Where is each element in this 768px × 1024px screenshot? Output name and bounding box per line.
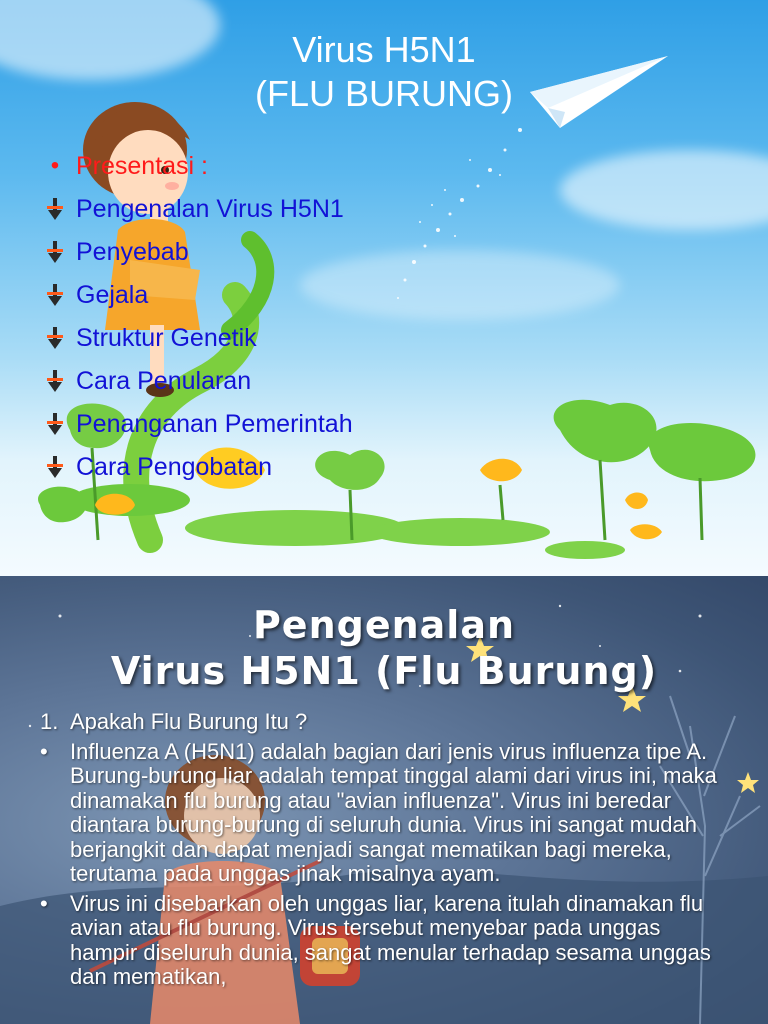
agenda-item-label: Gejala (76, 280, 149, 309)
agenda-item (44, 402, 353, 445)
agenda-item (44, 445, 353, 488)
down-arrow-icon (44, 325, 66, 351)
agenda-item (44, 316, 353, 359)
numbered-item-text: Apakah Flu Burung Itu ? (70, 709, 308, 734)
agenda-heading (44, 144, 353, 187)
agenda-item-label: Cara Pengobatan (76, 452, 272, 481)
agenda-item-label: Penyebab (76, 237, 189, 266)
down-arrow-icon (44, 239, 66, 265)
bullet-dot-icon: • (40, 738, 48, 764)
agenda-item (44, 187, 353, 230)
bullet-paragraph (40, 892, 730, 990)
title-line-2: (FLU BURUNG) (255, 73, 513, 114)
slide-2 (0, 576, 768, 1024)
bullet-paragraph (40, 740, 730, 887)
agenda-list (44, 144, 353, 488)
slide-2-title (0, 602, 768, 694)
slide-1-title (0, 28, 768, 116)
paragraph-text: Virus ini disebarkan oleh unggas liar, karena itulah dinamakan flu avian atau flu burung. Virus tersebut menyebar pada unggas hampir diseluruh dunia, sangat menular terhadap sesama unggas dan mematikan, (70, 890, 711, 989)
bullet-dot-icon: • (50, 151, 60, 179)
title-line-1: Pengenalan (252, 603, 516, 647)
slide-2-body (40, 710, 730, 990)
down-arrow-icon (44, 282, 66, 308)
title-line-1: Virus H5N1 (292, 29, 476, 70)
down-arrow-icon (44, 454, 66, 480)
sparkle-trail (397, 128, 522, 299)
agenda-item (44, 230, 353, 273)
title-line-2: Virus H5N1 (Flu Burung) (110, 649, 658, 693)
agenda-item-label: Struktur Genetik (76, 323, 257, 352)
numbered-item (40, 710, 730, 735)
agenda-heading-label: Presentasi : (76, 151, 209, 180)
down-arrow-icon (44, 196, 66, 222)
down-arrow-icon (44, 368, 66, 394)
agenda-item-label: Cara Penularan (76, 366, 252, 395)
number-marker: 1. (40, 709, 59, 734)
agenda-item-label: Penanganan Pemerintah (76, 409, 353, 438)
bullet-dot-icon: • (40, 890, 48, 916)
agenda-item-label: Pengenalan Virus H5N1 (76, 194, 344, 223)
agenda-item (44, 273, 353, 316)
down-arrow-icon (44, 411, 66, 437)
paragraph-text: Influenza A (H5N1) adalah bagian dari jenis virus influenza tipe A. Burung-burung liar adalah tempat tinggal alami dari virus ini, maka dinamakan flu burung atau "avian influenza". Virus ini beredar diantara burung-burung di seluruh dunia. Virus ini sangat mudah berjangkit dan dapat menjadi sangat mematikan bagi mereka, terutama pada unggas jinak misalnya ayam. (70, 738, 717, 886)
agenda-item (44, 359, 353, 402)
